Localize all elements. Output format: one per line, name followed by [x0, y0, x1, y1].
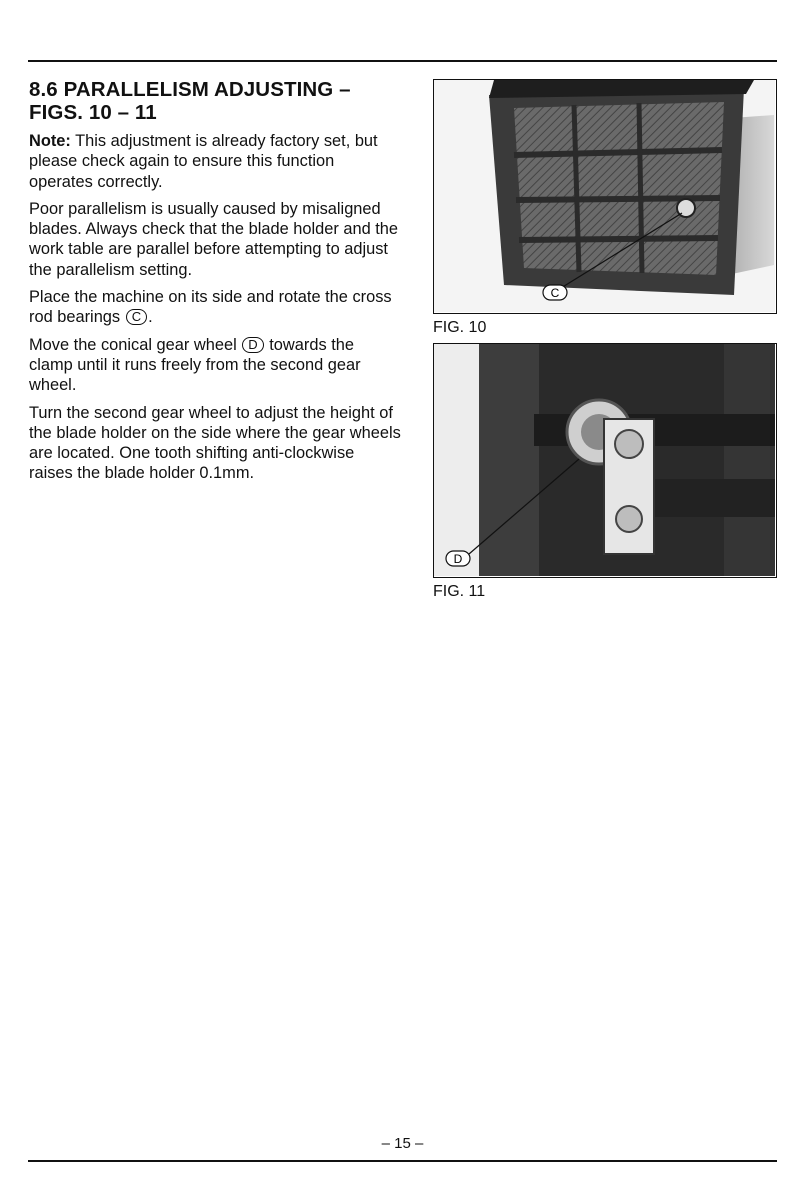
bottom-rule [28, 1160, 777, 1162]
note-text: This adjustment is already factory set, but please check again to ensure this function operates correctly. [29, 132, 378, 191]
paragraph-4-end: towards the clamp until it runs freely from the second gear wheel. [29, 335, 361, 395]
section-heading [29, 78, 401, 124]
paragraph-2-text: Poor parallelism is usually caused by misaligned blades. Always check that the blade holder and the work table are parallel before attempting to adjust the parallelism setting. [29, 199, 399, 279]
page-number: – 15 – [381, 1135, 424, 1152]
gear-wheel-closeup-illustration [434, 344, 775, 576]
text-column [29, 78, 401, 484]
fig10-callout-c: C [550, 286, 560, 300]
machine-underside-illustration [434, 80, 775, 312]
top-rule [28, 60, 777, 62]
paragraph-misalignment [29, 199, 401, 280]
note-label: Note: [29, 132, 71, 150]
paragraph-3-end: . [148, 308, 153, 327]
heading-line-1: 8.6 PARALLELISM ADJUSTING – [29, 78, 351, 101]
figure-10-caption: FIG. 10 [433, 319, 487, 336]
paragraph-3-text: Place the machine on its side and rotate the cross rod bearings [29, 288, 392, 327]
paragraph-turn-gear [29, 403, 401, 484]
figure-11-caption: FIG. 11 [433, 583, 486, 600]
paragraph-5-text: Turn the second gear wheel to adjust the height of the blade holder on the side where the gear wheels are located. One tooth shifting anti-clockwise raises the blade holder 0.1mm. [29, 403, 401, 483]
figure-10-photo [433, 79, 777, 314]
heading-line-2: FIGS. 10 – 11 [29, 101, 157, 124]
callout-c: C [126, 309, 147, 325]
paragraph-rotate-bearings [29, 287, 401, 328]
note-paragraph [29, 131, 401, 192]
paragraph-move-gear [29, 335, 401, 396]
figure-11-photo [433, 343, 777, 578]
paragraph-4-text: Move the conical gear wheel [29, 335, 237, 354]
callout-d: D [242, 337, 263, 353]
fig11-callout-d: D [453, 552, 463, 566]
